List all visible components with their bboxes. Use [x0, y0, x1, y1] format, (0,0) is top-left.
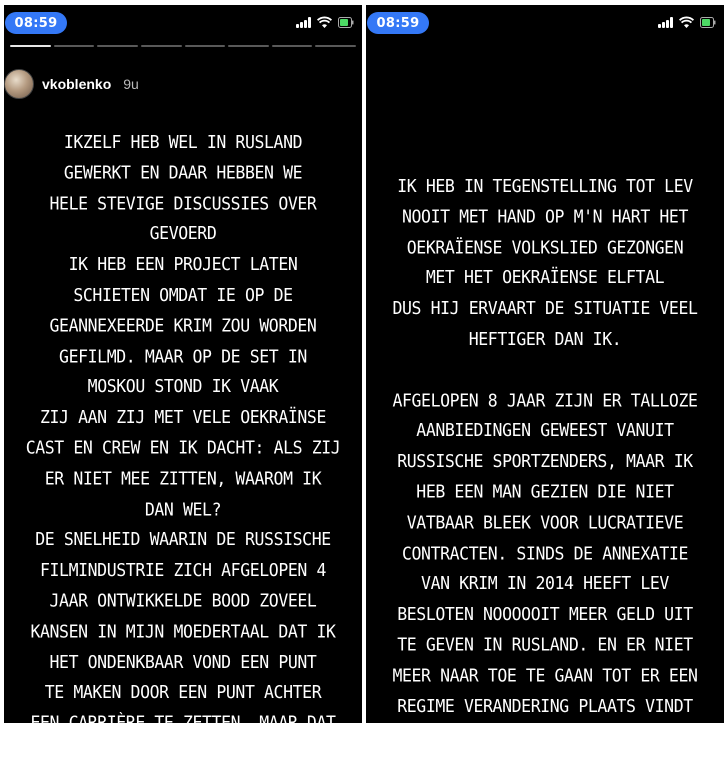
text-line: GEANNEXEERDE KRIM ZOU WORDEN: [49, 314, 317, 336]
paragraph-gap: [378, 354, 712, 385]
signal-icon: [296, 17, 311, 28]
text-line: GEVOERD: [149, 223, 217, 245]
text-line: MET HET OEKRAÏENSE ELFTAL: [425, 267, 665, 289]
signal-icon: [658, 17, 673, 28]
progress-segment: [272, 45, 313, 47]
progress-segment: [185, 45, 226, 47]
text-line: CONTRACTEN. SINDS DE ANNEXATIE: [401, 542, 688, 564]
battery-icon: [338, 17, 354, 28]
text-line: FILMINDUSTRIE ZICH AFGELOPEN 4: [39, 559, 326, 581]
progress-segment: [228, 45, 269, 47]
text-line: HELE STEVIGE DISCUSSIES OVER: [49, 192, 317, 214]
text-line: GEFILMD. MAAR OP DE SET IN: [59, 345, 307, 367]
text-line: RUSSISCHE SPORTZENDERS, MAAR IK: [397, 450, 693, 472]
story-header: [4, 69, 139, 99]
text-line: HEB EEN MAN GEZIEN DIE NIET: [416, 481, 674, 503]
text-line: EEN CARRIÈRE TE ZETTEN. MAAR DAT: [30, 712, 336, 734]
progress-segment: [97, 45, 138, 47]
progress-segment: [54, 45, 95, 47]
time-ago: 9u: [123, 76, 139, 92]
text-line: HEFTIGER DAN IK.: [468, 328, 622, 350]
story-progress: [10, 45, 356, 47]
text-line: PUNT IS NU WEL BEREIKT: [78, 742, 288, 764]
username[interactable]: vkoblenko: [42, 76, 112, 92]
text-line: KANSEN IN MIJN MOEDERTAAL DAT IK: [30, 620, 336, 642]
text-line: JAAR ONTWIKKELDE BOOD ZOVEEL: [49, 590, 317, 611]
text-line: AANBIEDINGEN GEWEEST VANUIT: [416, 420, 674, 441]
text-line: VAN KRIM IN 2014 HEEFT LEV: [421, 572, 669, 594]
text-line: REGIME VERANDERING PLAATS VINDT: [397, 695, 693, 717]
text-line: DAN WEL?: [144, 498, 222, 520]
text-line: TE GEVEN IN RUSLAND. EN ER NIET: [397, 634, 693, 655]
status-time: 08:59: [5, 12, 67, 34]
progress-segment: [315, 45, 356, 47]
text-line: ZIJ AAN ZIJ MET VELE OEKRAÏNSE: [39, 406, 326, 428]
progress-segment: [141, 45, 182, 47]
avatar[interactable]: [4, 69, 34, 99]
text-line: DE SNELHEID WAARIN DE RUSSISCHE: [35, 528, 331, 550]
story-text: [378, 171, 712, 721]
text-line: AFGELOPEN 8 JAAR ZIJN ER TALLOZE: [392, 389, 698, 411]
text-line: TE MAKEN DOOR EEN PUNT ACHTER: [44, 681, 322, 703]
status-time: 08:59: [367, 12, 429, 34]
story-text: [16, 127, 350, 769]
wifi-icon: [317, 17, 332, 28]
text-line: BESLOTEN NOOOOOIT MEER GELD UIT: [397, 603, 693, 625]
story-panel-right[interactable]: [366, 5, 724, 723]
text-line: VATBAAR BLEEK VOOR LUCRATIEVE: [406, 511, 684, 533]
text-line: NOOIT MET HAND OP M'N HART HET: [401, 205, 688, 227]
text-line: ER NIET MEE ZITTEN, WAAROM IK: [44, 467, 322, 489]
text-line: CAST EN CREW EN IK DACHT: ALS ZIJ: [25, 437, 341, 459]
battery-icon: [700, 17, 716, 28]
text-line: IKZELF HEB WEL IN RUSLAND: [63, 131, 303, 153]
status-icons: [658, 17, 716, 28]
story-panel-left[interactable]: [4, 5, 362, 764]
text-line: OEKRAÏENSE VOLKSLIED GEZONGEN: [406, 236, 684, 258]
text-line: IK HEB EEN PROJECT LATEN: [68, 253, 298, 275]
text-line: SCHIETEN OMDAT IE OP DE: [73, 284, 293, 306]
text-line: HET ONDENKBAAR VOND EEN PUNT: [49, 651, 317, 673]
text-line: GEWERKT EN DAAR HEBBEN WE: [63, 161, 303, 183]
text-line: MOSKOU STOND IK VAAK: [87, 376, 279, 397]
text-line: IK HEB IN TEGENSTELLING TOT LEV: [397, 175, 693, 197]
text-line: MEER NAAR TOE TE GAAN TOT ER EEN: [392, 664, 698, 686]
wifi-icon: [679, 17, 694, 28]
status-icons: [296, 17, 354, 28]
progress-segment: [10, 45, 51, 47]
text-line: DUS HIJ ERVAART DE SITUATIE VEEL: [392, 297, 698, 319]
